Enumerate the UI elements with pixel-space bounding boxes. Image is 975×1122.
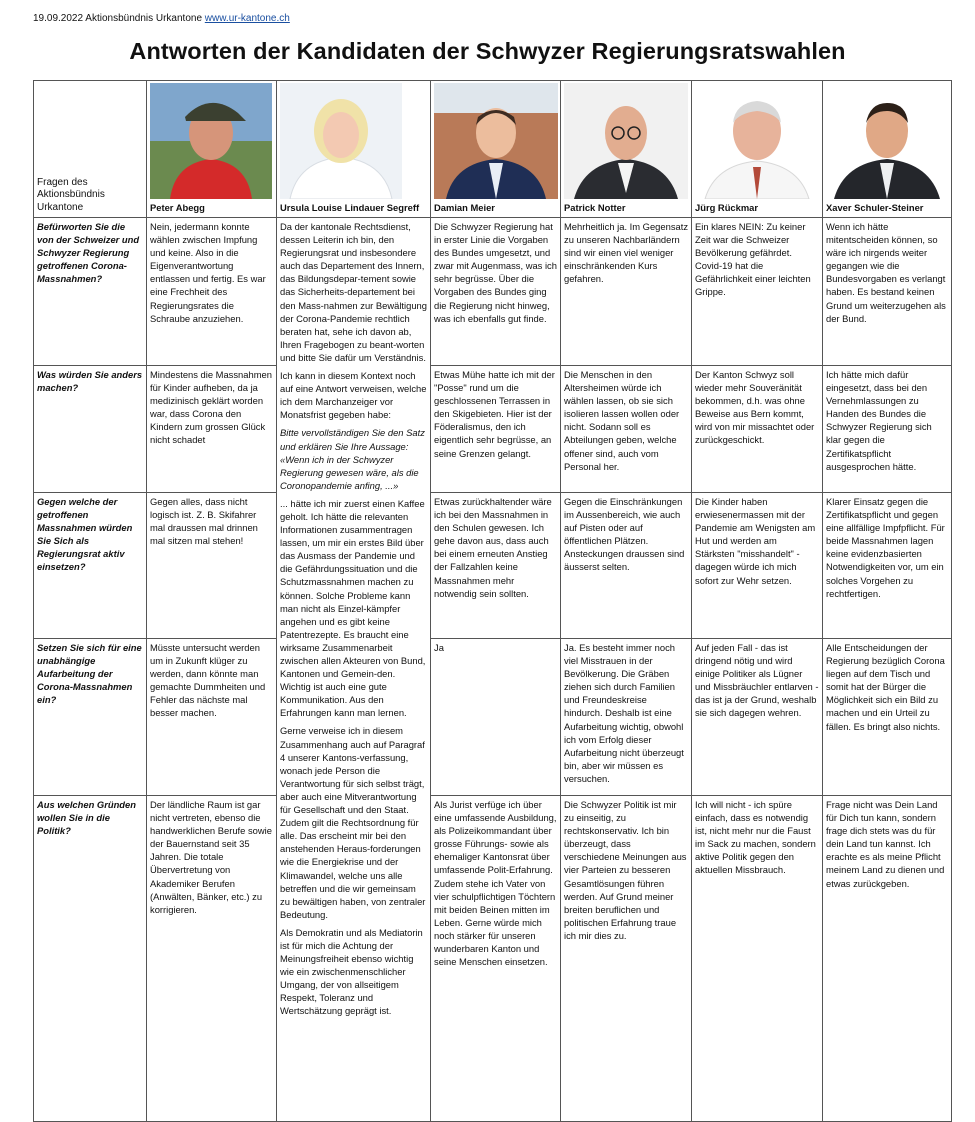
- candidate-name: Damian Meier: [434, 202, 495, 213]
- question-2: Was würden Sie anders machen?: [34, 366, 147, 493]
- answer-cell: Die Schwyzer Regierung hat in erster Linie die Vorgaben des Bundes umgesetzt, und zwar mit Augenmass, was ich sehr begrüsse. Über die Vorgaben des Bundes ging die Regierung nicht hinweg, was ich ebenfalls gut finde.: [431, 218, 561, 366]
- photo-notter: [564, 83, 689, 199]
- header-link[interactable]: www.ur-kantone.ch: [204, 13, 290, 24]
- answer-cell: Die Menschen in den Altersheimen würde ich wählen lassen, ob sie sich isolieren lassen wollen oder nicht. Sodann soll es Abteilungen geben, welche offener sind, auch vom Personal her.: [561, 366, 692, 493]
- answer-cell: Der Kanton Schwyz soll wieder mehr Souveränität bekommen, d.h. was ohne Beweise aus Bern kommt, wird von mir missachtet oder zurückgeschickt.: [692, 366, 823, 493]
- answer-cell: Frage nicht was Dein Land für Dich tun kann, sondern frage dich stets was du für dein Land tun kannst. Ich erachte es als meine Pflicht meinem Land zu dienen und etwas zurückgeben.: [823, 796, 952, 1122]
- table-row: [34, 639, 952, 796]
- lindauer-paragraph: Als Demokratin und als Mediatorin ist für mich die Achtung der Meinungsfreiheit ebenso wichtig wie ein zwischenmenschlicher Umgang, der von allseitigem Respekt, Toleranz und Wertschätzung geprägt ist.: [280, 926, 423, 1017]
- answer-cell: Müsste untersucht werden um in Zukunft klüger zu werden, dann könnte man gemachte Dummheiten und Fehler das nächste mal besser machen.: [147, 639, 277, 796]
- candidate-lindauer: [277, 81, 431, 218]
- answer-cell: Gegen alles, dass nicht logisch ist. Z. B. Skifahrer mal draussen mal drinnen mal sitzen mal stehen!: [147, 493, 277, 639]
- header-date-org: 19.09.2022 Aktionsbündnis Urkantone: [33, 13, 203, 24]
- candidate-name: Peter Abegg: [150, 202, 205, 213]
- answer-cell: Als Jurist verfüge ich über eine umfassende Ausbildung, als Polizeikommandant über grosse Führungs- sowie als ehemaliger Kantonsrat über umfassende Polit-Erfahrung. Zudem stehe ich Vater von vier schulpflichtigen Töchtern mit beiden Beinen mitten im Leben. Gerne würde mich noch stärker für unseren wunderbaren Kanton und seine Menschen einsetzen.: [431, 796, 561, 1122]
- answer-cell: Ich hätte mich dafür eingesetzt, dass bei den Vernehmlassungen zu Handen des Bundes die Schwyzer Regierung sich klar gegen die Zertifikatspflicht ausgesprochen hätte.: [823, 366, 952, 493]
- answer-cell: Der ländliche Raum ist gar nicht vertreten, ebenso die handwerklichen Berufe sowie der Bauernstand seit 35 Jahren. Die totale Übervertretung von Akademiker Berufen (Anwälten, Bänker, etc.) zu korrigieren.: [147, 796, 277, 1122]
- header-row: [34, 81, 952, 218]
- table-row: [34, 218, 952, 366]
- answer-cell: Alle Entscheidungen der Regierung bezüglich Corona liegen auf dem Tisch und somit hat der Bürger die Möglichkeit sich ein Bild zu machen und ein Urteil zu fällen. Es bringt also nichts.: [823, 639, 952, 796]
- question-3: Gegen welche der getroffenen Massnahmen würden Sie Sich als Regierungsrat aktiv einsetzen?: [34, 493, 147, 639]
- answer-cell: Ja. Es besteht immer noch viel Misstrauen in der Bevölkerung. Die Gräben ziehen sich durch Familien und Freundeskreise hindurch. Deshalb ist eine Aufarbeitung wichtig, obwohl ich vom Erfolg dieser Aufarbeitung nicht überzeugt bin, aber wir müssen es versuchen.: [561, 639, 692, 796]
- photo-rueckmar: [695, 83, 820, 199]
- table-row: [34, 366, 952, 493]
- candidate-name: Jürg Rückmar: [695, 202, 759, 213]
- photo-schuler: [826, 83, 949, 199]
- page-title: Antworten der Kandidaten der Schwyzer Regierungsratswahlen: [129, 38, 846, 64]
- question-4: Setzen Sie sich für eine unabhängige Aufarbeitung der Corona-Massnahmen ein?: [34, 639, 147, 796]
- photo-lindauer: [280, 83, 428, 199]
- candidate-rueckmar: [692, 81, 823, 218]
- candidate-abegg: [147, 81, 277, 218]
- lindauer-quote: Bitte vervollständigen Sie den Satz und erklären Sie Ihre Aussage: «Wenn ich in der Schwyzer Regierung gewesen wäre, als die Coronopandemie anfing, ...»: [280, 427, 425, 491]
- page-header: [33, 13, 290, 24]
- lindauer-paragraph: Gerne verweise ich in diesem Zusammenhang auch auf Paragraf 4 unserer Kantons-verfassung, wonach jede Person die Verantwortung für sich selbst trägt, aber auch eine Mitverantwortung für Gesellschaft und den Staat. Zudem gilt die Rechtsordnung für alle. Das erscheint mir bei den anstehenden Heraus-forderungen wie die Energiekrise und der Klimawandel, welche uns alle betreffen und die wir gemeinsam zu bewältigen haben, von zentraler Bedeutung.: [280, 725, 426, 920]
- candidate-name: Xaver Schuler-Steiner: [826, 202, 924, 213]
- answer-cell: Die Kinder haben erwiesenermassen mit der Pandemie am Wenigsten am Hut und werden am Stärksten "misshandelt" - dagegen würde ich mich sofort zur Wehr setzen.: [692, 493, 823, 639]
- candidate-name: Patrick Notter: [564, 202, 626, 213]
- lindauer-paragraph: ... hätte ich mir zuerst einen Kaffee geholt. Ich hätte die relevanten Informationen zusammentragen lassen, um mir ein erstes Bild über das Ausmass der Pandemie und die Gefährdungssituation und die Schutzmassnahmen machen zu können. Solche Probleme kann man nicht als Einzel-kämpfer angehen und es gibt keine Patentrezepte. Es braucht eine wirksame Zusammenarbeit zwischen allen Akteuren von Bund, Kantonen und Gemein-den. Wichtig ist auch eine gute Kommunikation. Aus den Erfahrungen kann man lernen.: [280, 497, 426, 719]
- answer-cell: Auf jeden Fall - das ist dringend nötig und wird einige Politiker als Lügner und Missbräuchler entlarven - das ist ja der Grund, weshalb sie sich dagegen wehren.: [692, 639, 823, 796]
- answer-cell: Gegen die Einschränkungen im Aussenbereich, wie auch auf Pisten oder auf öffentlichen Plätzen. Ansteckungen draussen sind äusserst selten.: [561, 493, 692, 639]
- answer-cell: Ich will nicht - ich spüre einfach, dass es notwendig ist, nicht mehr nur die Faust im Sack zu machen, sondern aktive Politik gegen den aktuellen Missbrauch.: [692, 796, 823, 1122]
- candidate-notter: [561, 81, 692, 218]
- question-5: Aus welchen Gründen wollen Sie in die Politik?: [34, 796, 147, 1122]
- lindauer-paragraph: Da der kantonale Rechtsdienst, dessen Leiterin ich bin, den Regierungsrat und insbesondere auch das Departement des Innern, das Bildungsdepar-tement sowie das Sicherheits-departement bei den Mass-nahmen zur Bewältigung der Corona-Pandemie rechtlich beraten hat, sehe ich davon ab, Ihren Fragebogen zu beant-worten und bitte Sie dafür um Verständnis.: [280, 221, 427, 363]
- answer-cell: Mehrheitlich ja. Im Gegensatz zu unseren Nachbarländern sind wir einen viel weniger einschränkenden Kurs gefahren.: [561, 218, 692, 366]
- candidate-schuler: [823, 81, 952, 218]
- questions-header-cell: [34, 81, 147, 218]
- answer-cell: Etwas Mühe hatte ich mit der "Posse" rund um die geschlossenen Terrassen in den Skigebieten. Hier ist der Föderalismus, den ich eigentlich sehr begrüsse, an seine Grenzen gelangt.: [431, 366, 561, 493]
- question-1: Befürworten Sie die von der Schweizer und Schwyzer Regierung getroffenen Corona-Massnahmen?: [34, 218, 147, 366]
- lindauer-paragraph: Ich kann in diesem Kontext noch auf eine Antwort verweisen, welche ich dem Marchanzeiger vor Monatsfrist gegeben habe:: [280, 370, 427, 421]
- answer-cell: Etwas zurückhaltender wäre ich bei den Massnahmen in den Schulen gewesen. Ich gehe davon aus, dass auch bei einem erneuten Anstieg der Fallzahlen keine Massnahmen mehr notwendig sein sollten.: [431, 493, 561, 639]
- answer-cell: Wenn ich hätte mitentscheiden können, so wäre ich nirgends weiter gegangen wie die Bundesvorgaben es verlangt haben. Es bestand keinen Grund um weiterzugehen als der Bund.: [823, 218, 952, 366]
- table-row: [34, 493, 952, 639]
- answer-cell: Ja: [431, 639, 561, 796]
- candidate-name: Ursula Louise Lindauer Segreff: [280, 202, 420, 213]
- candidate-meier: [431, 81, 561, 218]
- answer-cell: Die Schwyzer Politik ist mir zu einseitig, zu rechtskonservativ. Ich bin überzeugt, dass verschiedene Meinungen aus vier Parteien zu besseren Gesamtlösungen führen werden. Auf Grund meiner breiten beruflichen und politischen Erfahrung traue ich mir dies zu.: [561, 796, 692, 1122]
- photo-meier: [434, 83, 558, 199]
- answer-cell: Mindestens die Massnahmen für Kinder aufheben, da ja medizinisch geklärt worden war, dass Corona den Kindern zum grossen Glück nicht schadet: [147, 366, 277, 493]
- photo-abegg: [150, 83, 274, 199]
- answers-table: [33, 80, 952, 1122]
- questions-header: Fragen des Aktionsbündnis Urkantone: [37, 176, 105, 213]
- answer-lindauer: [277, 218, 431, 1122]
- answer-cell: Ein klares NEIN: Zu keiner Zeit war die Schweizer Bevölkerung gefährdet. Covid-19 hat die Gefährlichkeit einer leichten Grippe.: [692, 218, 823, 366]
- table-row: [34, 796, 952, 1122]
- answer-cell: Klarer Einsatz gegen die Zertifikatspflicht und gegen eine allfällige Impfpflicht. Für beide Massnahmen lagen keine evidenzbasierten Notwendigkeiten vor, um ein solches Vorgehen zu rechtfertigen.: [823, 493, 952, 639]
- answer-cell: Nein, jedermann konnte wählen zwischen Impfung und keine. Also in die Eigenverantwortung entlassen und fertig. Es war eine Frechheit des Regierungsrates die Schraube anzuziehen.: [147, 218, 277, 366]
